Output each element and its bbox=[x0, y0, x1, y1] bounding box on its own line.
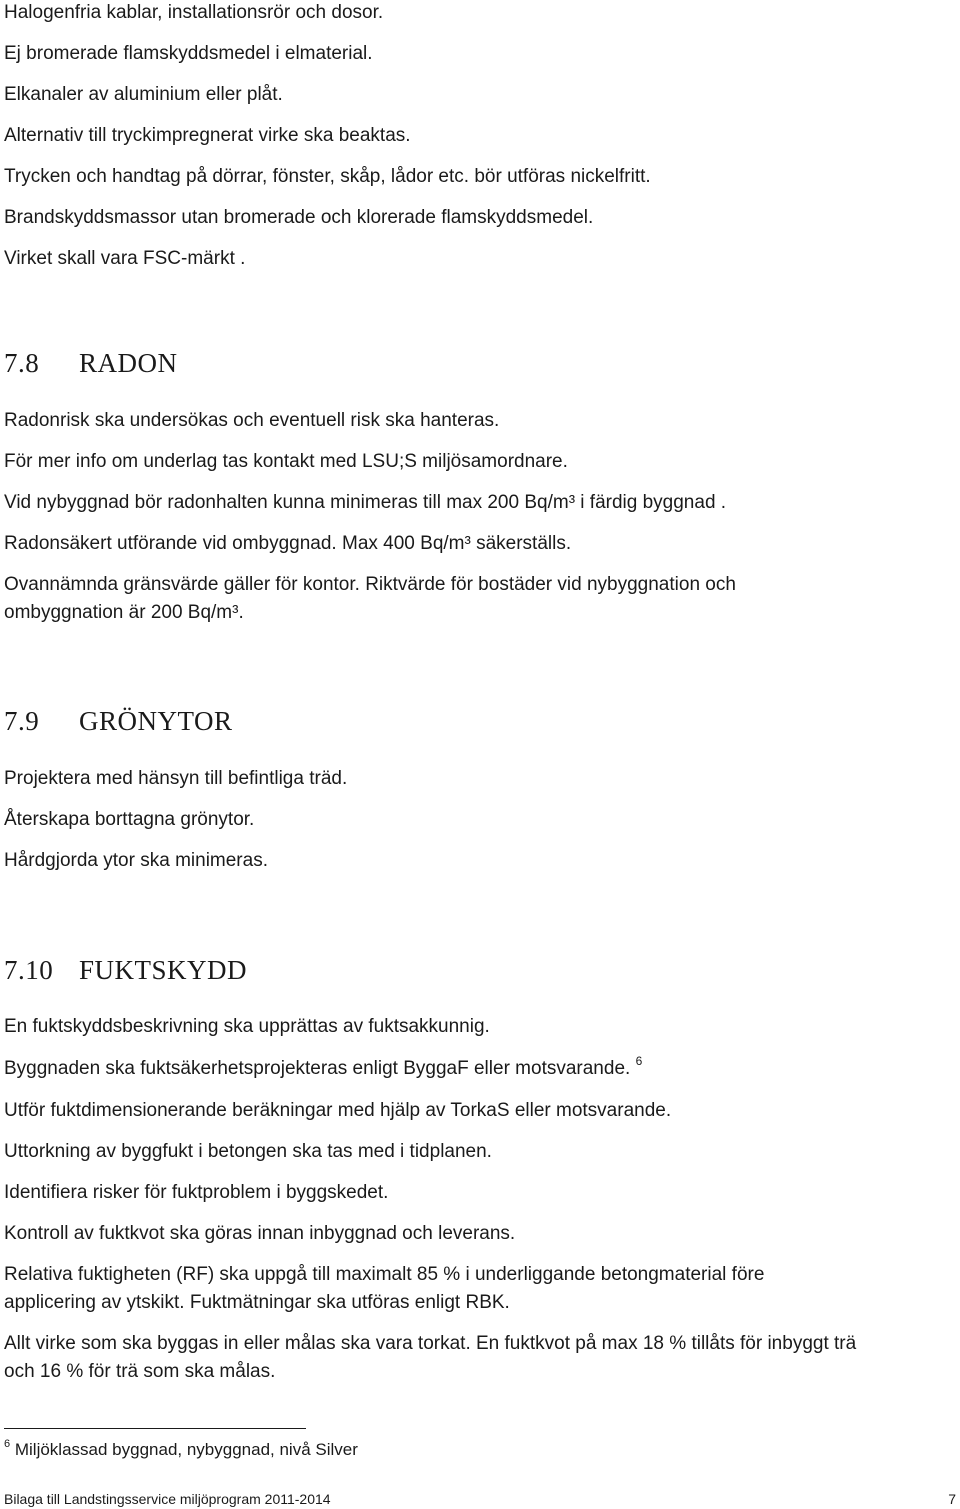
section-title: GRÖNYTOR bbox=[79, 706, 233, 736]
footnote bbox=[4, 1440, 358, 1460]
footnote-separator bbox=[4, 1428, 306, 1429]
paragraph-line: Relativa fuktigheten (RF) ska uppgå till maximalt 85 % i underliggande betongmaterial före bbox=[4, 1264, 765, 1285]
paragraph-line: Kontroll av fuktkvot ska göras innan inbyggnad och leverans. bbox=[4, 1223, 516, 1244]
footnote-text: Miljöklassad byggnad, nybyggnad, nivå Silver bbox=[14, 1440, 358, 1459]
paragraph-line bbox=[4, 1054, 643, 1080]
footnote-marker: 6 bbox=[4, 1438, 11, 1450]
paragraph-line: Radonsäkert utförande vid ombyggnad. Max 400 Bq/m³ säkerställs. bbox=[4, 533, 572, 554]
paragraph-line: Allt virke som ska byggas in eller målas ska vara torkat. En fuktkvot på max 18 % tillåts för inbyggt trä bbox=[4, 1333, 857, 1354]
paragraph-text: Byggnaden ska fuktsäkerhetsprojekteras enligt ByggaF eller motsvarande. bbox=[4, 1058, 631, 1079]
paragraph-line: Projektera med hänsyn till befintliga träd. bbox=[4, 768, 348, 789]
paragraph-line: Halogenfria kablar, installationsrör och dosor. bbox=[4, 2, 384, 23]
paragraph-line: Radonrisk ska undersökas och eventuell risk ska hanteras. bbox=[4, 410, 500, 431]
section-title: FUKTSKYDD bbox=[79, 955, 248, 985]
paragraph-line: Återskapa borttagna grönytor. bbox=[4, 809, 255, 830]
paragraph-line: Uttorkning av byggfukt i betongen ska tas med i tidplanen. bbox=[4, 1141, 492, 1162]
paragraph-line: Vid nybyggnad bör radonhalten kunna minimeras till max 200 Bq/m³ i färdig byggnad . bbox=[4, 492, 727, 513]
paragraph-line: Elkanaler av aluminium eller plåt. bbox=[4, 84, 283, 105]
section-heading-fuktskydd bbox=[4, 955, 247, 986]
section-heading-radon bbox=[4, 348, 178, 379]
paragraph-line: Ovannämnda gränsvärde gäller för kontor. Riktvärde för bostäder vid nybyggnation och bbox=[4, 574, 736, 595]
section-number: 7.10 bbox=[4, 955, 54, 985]
paragraph-line: En fuktskyddsbeskrivning ska upprättas av fuktsakkunnig. bbox=[4, 1016, 490, 1037]
paragraph-line: Brandskyddsmassor utan bromerade och klorerade flamskyddsmedel. bbox=[4, 207, 594, 228]
paragraph-line: Identifiera risker för fuktproblem i byggskedet. bbox=[4, 1182, 389, 1203]
paragraph-line: För mer info om underlag tas kontakt med LSU;S miljösamordnare. bbox=[4, 451, 568, 472]
section-title: RADON bbox=[79, 348, 178, 378]
paragraph-line: ombyggnation är 200 Bq/m³. bbox=[4, 602, 244, 623]
section-number: 7.9 bbox=[4, 706, 40, 736]
paragraph-line: applicering av ytskikt. Fuktmätningar ska utföras enligt RBK. bbox=[4, 1292, 510, 1313]
paragraph-line: och 16 % för trä som ska målas. bbox=[4, 1361, 276, 1382]
paragraph-line: Trycken och handtag på dörrar, fönster, skåp, lådor etc. bör utföras nickelfritt. bbox=[4, 166, 651, 187]
page-number: 7 bbox=[948, 1491, 956, 1507]
paragraph-line: Alternativ till tryckimpregnerat virke ska beaktas. bbox=[4, 125, 411, 146]
section-number: 7.8 bbox=[4, 348, 40, 378]
paragraph-line: Hårdgjorda ytor ska minimeras. bbox=[4, 850, 268, 871]
paragraph-line: Virket skall vara FSC-märkt . bbox=[4, 248, 246, 269]
section-heading-gronytor bbox=[4, 706, 233, 737]
paragraph-line: Ej bromerade flamskyddsmedel i elmaterial. bbox=[4, 43, 373, 64]
page-footer-title: Bilaga till Landstingsservice miljöprogram 2011-2014 bbox=[4, 1491, 331, 1507]
footnote-reference[interactable]: 6 bbox=[635, 1054, 643, 1068]
paragraph-line: Utför fuktdimensionerande beräkningar med hjälp av TorkaS eller motsvarande. bbox=[4, 1100, 672, 1121]
